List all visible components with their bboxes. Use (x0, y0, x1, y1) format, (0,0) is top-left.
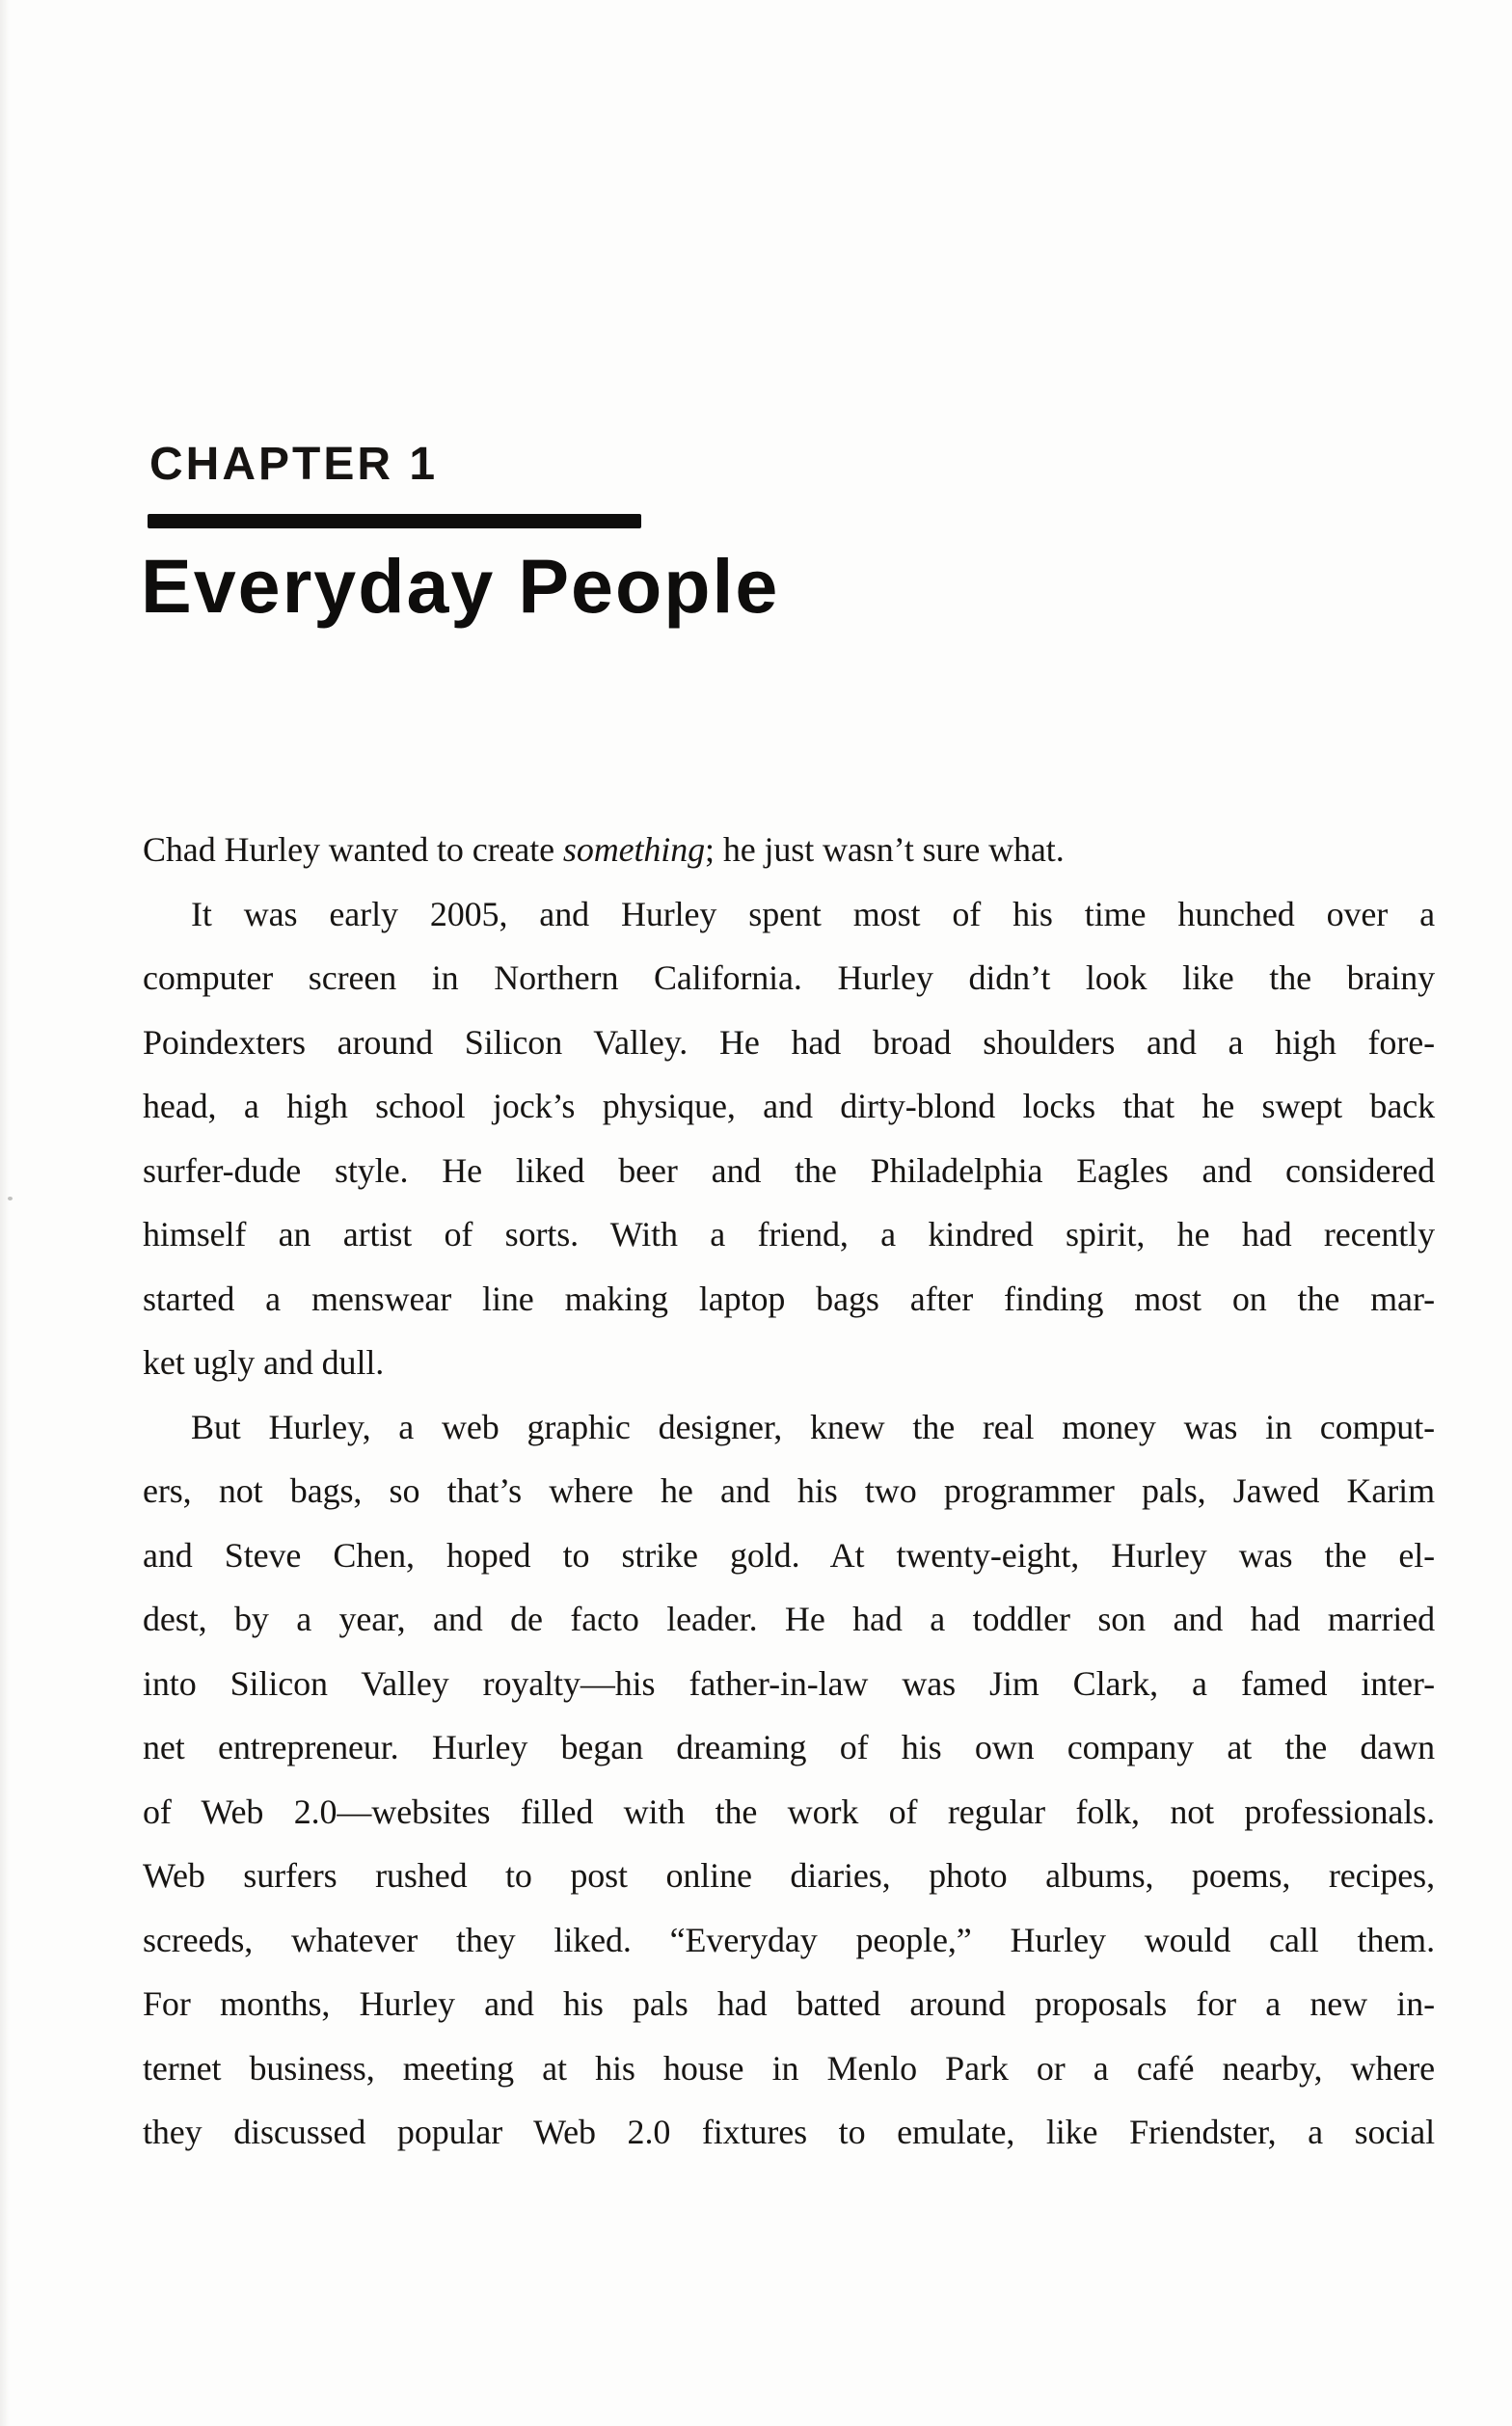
body-line: Poindexters around Silicon Valley. He had broad shoulders and a high fore- (143, 1022, 1435, 1062)
body-line: into Silicon Valley royalty—his father-in-law was Jim Clark, a famed inter- (143, 1663, 1435, 1703)
scan-artifact (8, 1197, 13, 1200)
chapter-title: Everyday People (141, 543, 780, 629)
body-line: ket ugly and dull. (143, 1343, 385, 1382)
body-line: ternet business, meeting at his house in Menlo Park or a café nearby, where (143, 2048, 1435, 2088)
body-line: Chad Hurley wanted to create something; he just wasn’t sure what. (143, 830, 1065, 869)
body-line: But Hurley, a web graphic designer, knew the real money was in comput- (191, 1407, 1435, 1446)
body-line: net entrepreneur. Hurley began dreaming of his own company at the dawn (143, 1728, 1435, 1766)
body-line: of Web 2.0—websites filled with the work of regular folk, not professionals. (143, 1792, 1435, 1831)
body-line: It was early 2005, and Hurley spent most of his time hunched over a (191, 894, 1435, 933)
body-text (143, 818, 1435, 2165)
body-line: started a menswear line making laptop bags after finding most on the mar- (143, 1279, 1435, 1318)
scan-edge-shadow (0, 0, 10, 2426)
body-line: screeds, whatever they liked. “Everyday people,” Hurley would call them. (143, 1920, 1435, 1959)
body-line: they discussed popular Web 2.0 fixtures to emulate, like Friendster, a social (143, 2113, 1435, 2151)
body-line: dest, by a year, and de facto leader. He had a toddler son and had married (143, 1600, 1435, 1638)
chapter-label: CHAPTER 1 (149, 439, 439, 490)
body-line: For months, Hurley and his pals had batted around proposals for a new in- (143, 1984, 1435, 2023)
body-line: head, a high school jock’s physique, and dirty-blond locks that he swept back (143, 1087, 1435, 1125)
body-line: ers, not bags, so that’s where he and his two programmer pals, Jawed Karim (143, 1471, 1435, 1510)
body-line: and Steve Chen, hoped to strike gold. At twenty-eight, Hurley was the el- (143, 1535, 1435, 1575)
body-line: surfer-dude style. He liked beer and the Philadelphia Eagles and considered (143, 1150, 1435, 1190)
body-line: Web surfers rushed to post online diaries, photo albums, poems, recipes, (143, 1856, 1435, 1895)
body-line: himself an artist of sorts. With a friend, a kindred spirit, he had recently (143, 1215, 1435, 1253)
chapter-title-rule (148, 514, 641, 528)
body-line: computer screen in Northern California. Hurley didn’t look like the brainy (143, 958, 1435, 997)
